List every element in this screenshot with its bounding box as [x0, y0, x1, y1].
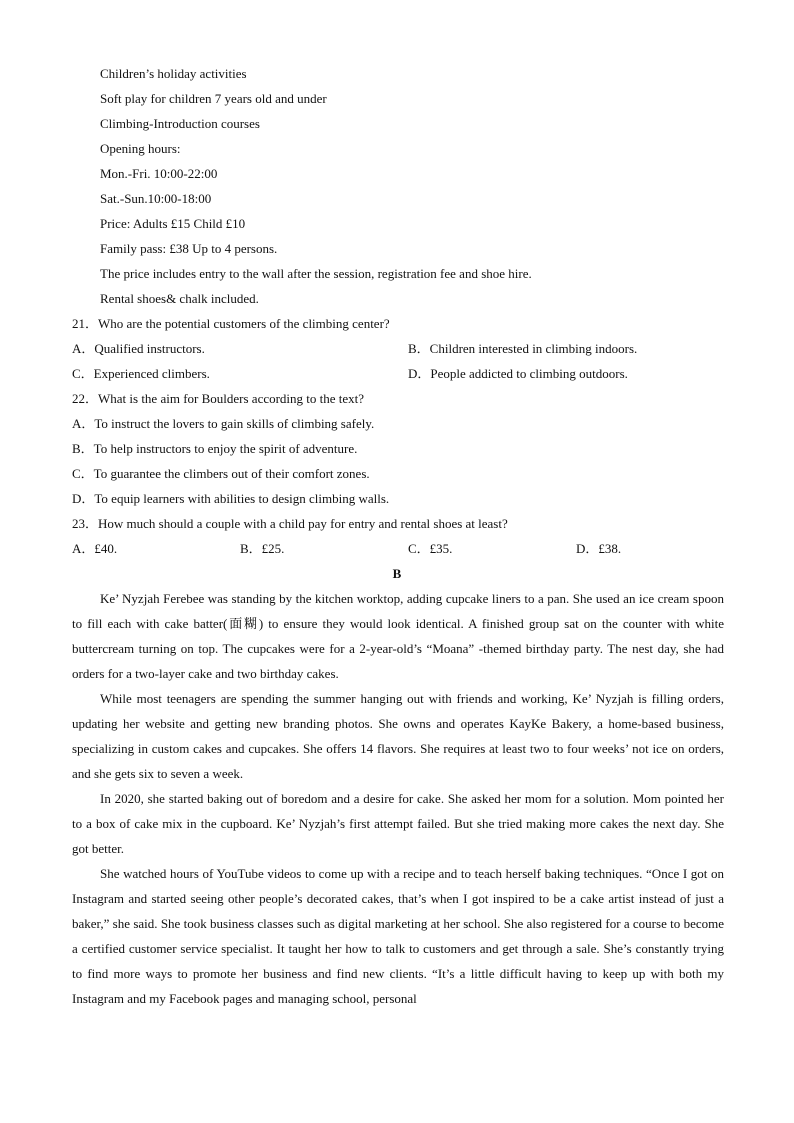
passage-paragraph-3: In 2020, she started baking out of boredom and a desire for cake. She asked her mom for a solution. Mom pointed her to a box of cake mix in the cupboard. Ke’ Nyzjah’s first attempt failed. But she tried making more cakes the next day. She got better.: [72, 791, 724, 856]
ad-line: Rental shoes& chalk included.: [100, 291, 259, 306]
question-23-option-b: B．£25.: [240, 541, 285, 556]
passage-paragraph-1: Ke’ Nyzjah Ferebee was standing by the kitchen worktop, adding cupcake liners to a pan. She used an ice cream spoon to fill each with cake batter(面糊) to ensure they would look identical. A finished group sat on the counter with white buttercream turning on top. The cupcakes were for a 2-year-old’s “Moana” -themed birthday party. The nest day, she had orders for a two-layer cake and two birthday cakes.: [72, 591, 724, 681]
question-21-stem: 21．Who are the potential customers of the climbing center?: [72, 316, 390, 331]
section-b-heading: B: [392, 566, 402, 581]
ad-line: Climbing-Introduction courses: [100, 116, 260, 131]
question-22-option-b: B．To help instructors to enjoy the spirit of adventure.: [72, 441, 358, 456]
passage-paragraph-4: She watched hours of YouTube videos to come up with a recipe and to teach herself baking techniques. “Once I got on Instagram and started seeing other people’s decorated cakes, that’s when I got inspired to be a cake artist instead of just a baker,” she said. She took business classes such as digital marketing at her school. She also registered for a course to become a certified customer service specialist. It taught her how to talk to customers and get through a sale. She’s constantly trying to find more ways to promote her business and find new clients. “It’s a little difficult having to keep up with both my Instagram and my Facebook pages and managing school, personal: [72, 866, 724, 1006]
passage-paragraph-2: While most teenagers are spending the summer hanging out with friends and working, Ke’ Nyzjah is filling orders, updating her website and getting new branding photos. She owns and operates KayKe Bakery, a home-based business, specializing in custom cakes and cupcakes. She offers 14 flavors. She requires at least two to four weeks’ not ice on orders, and she gets six to seven a week.: [72, 691, 724, 781]
ad-line: Children’s holiday activities: [100, 66, 247, 81]
question-21-option-a: A．Qualified instructors.: [72, 341, 205, 356]
question-22-stem: 22．What is the aim for Boulders according to the text?: [72, 391, 365, 406]
question-22-option-c: C．To guarantee the climbers out of their comfort zones.: [72, 466, 370, 481]
ad-line: Family pass: £38 Up to 4 persons.: [100, 241, 278, 256]
question-23-option-c: C．£35.: [408, 541, 453, 556]
question-22-option-d: D．To equip learners with abilities to design climbing walls.: [72, 491, 390, 506]
ad-line: Price: Adults £15 Child £10: [100, 216, 246, 231]
ad-line: Mon.-Fri. 10:00-22:00: [100, 166, 218, 181]
ad-line: Sat.-Sun.10:00-18:00: [100, 191, 212, 206]
question-23-option-a: A．£40.: [72, 541, 118, 556]
ad-line: Opening hours:: [100, 141, 181, 156]
ad-line: Soft play for children 7 years old and under: [100, 91, 327, 106]
question-21-option-c: C．Experienced climbers.: [72, 366, 210, 381]
question-23-option-d: D．£38.: [576, 541, 622, 556]
ad-line: The price includes entry to the wall after the session, registration fee and shoe hire.: [100, 266, 532, 281]
question-21-option-d: D．People addicted to climbing outdoors.: [408, 366, 628, 381]
question-21-option-b: B．Children interested in climbing indoors.: [408, 341, 638, 356]
question-22-option-a: A．To instruct the lovers to gain skills of climbing safely.: [72, 416, 375, 431]
question-23-stem: 23．How much should a couple with a child pay for entry and rental shoes at least?: [72, 516, 508, 531]
